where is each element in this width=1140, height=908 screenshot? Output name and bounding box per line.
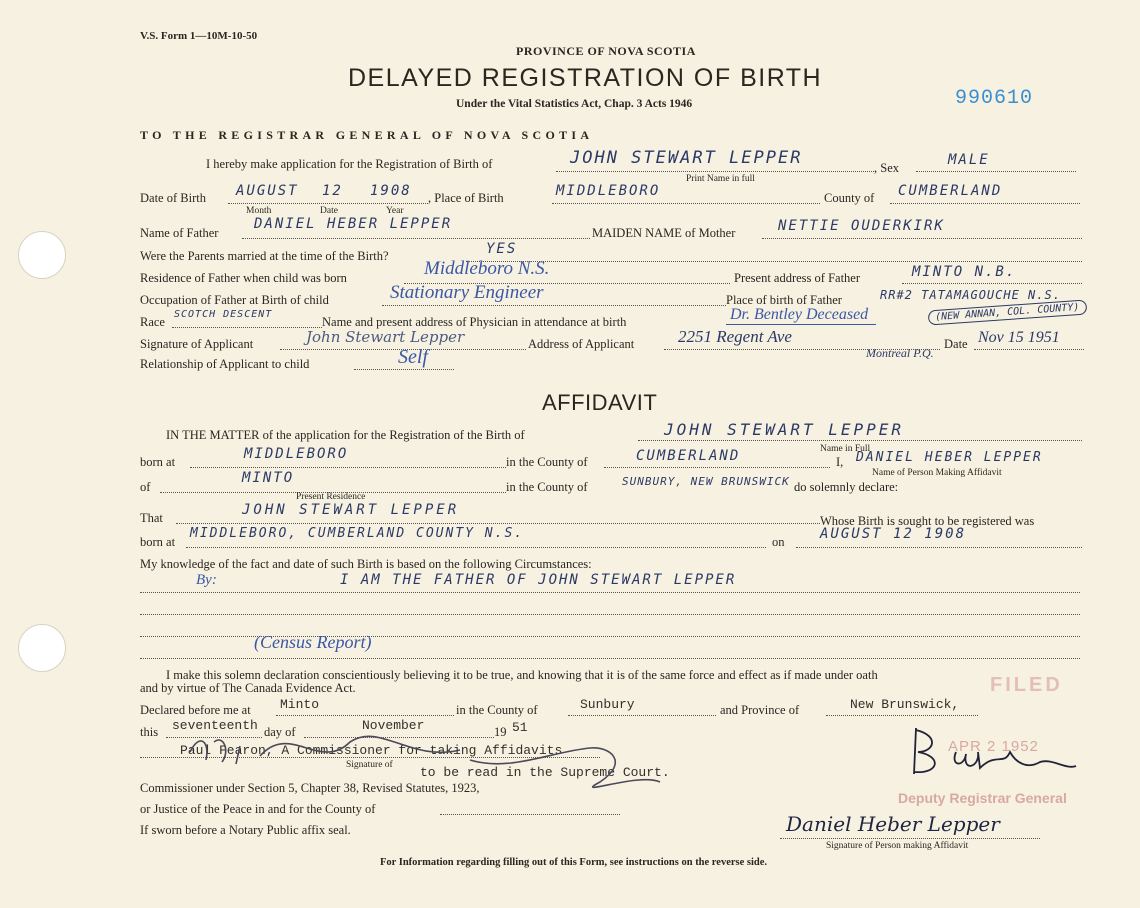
to-registrar-line: TO THE REGISTRAR GENERAL OF NOVA SCOTIA [140, 128, 594, 142]
born-at2-label: born at [140, 535, 176, 549]
that-name-value: JOHN STEWART LEPPER [242, 502, 460, 518]
father-pob-note: (NEW ANNAN, COL. COUNTY) [928, 299, 1087, 325]
application-intro-label: I hereby make application for the Registration of Birth of [206, 157, 493, 171]
applicant-signature: John Stewart Lepper [306, 328, 465, 346]
occupation-label: Occupation of Father at Birth of child [140, 293, 329, 307]
signature-of-hint: Signature of [346, 760, 393, 770]
declared-county-value: Sunbury [580, 697, 635, 712]
father-pob-label: Place of birth of Father [726, 293, 842, 307]
registration-number: 990610 [955, 87, 1034, 110]
married-label: Were the Parents married at the time of the Birth? [140, 249, 389, 263]
dob-date-value: 12 [322, 183, 343, 199]
day-value: seventeenth [172, 718, 258, 733]
declarant-hint: Signature of Person making Affidavit [826, 841, 969, 851]
form-code: V.S. Form 1—10M-10-50 [140, 30, 258, 42]
born-county-value: CUMBERLAND [636, 448, 741, 464]
father-value: DANIEL HEBER LEPPER [254, 216, 453, 232]
date-hint: Date [320, 206, 338, 216]
applicant-address-value: 2251 Regent Ave [678, 327, 792, 346]
binder-hole-bottom [18, 624, 66, 672]
filed-stamp: FILED [990, 674, 1063, 696]
commissioner-under-label: Commissioner under Section 5, Chapter 38, Revised Statutes, 1923, [140, 781, 480, 795]
province-label: and Province of [720, 703, 800, 717]
mother-label: MAIDEN NAME of Mother [592, 226, 736, 240]
knowledge-label: My knowledge of the fact and date of such Birth is based on the following Circumstances: [140, 557, 592, 571]
dob-month-value: AUGUST [236, 183, 299, 199]
commissioner-typed: Paul Fearon, A Commissioner for taking Affidavits [180, 743, 563, 758]
footer-note: For Information regarding filling out of this Form, see instructions on the reverse side. [380, 857, 768, 868]
county-label: County of [824, 191, 875, 205]
declared-place-value: Minto [280, 697, 320, 712]
mother-value: NETTIE OUDERKIRK [778, 218, 945, 234]
name-in-full-hint: Name in Full [820, 444, 871, 454]
dob-year-value: 1908 [370, 183, 412, 199]
person-hint: Name of Person Making Affidavit [872, 468, 1002, 478]
declare-label: do solemnly declare: [794, 480, 899, 494]
declarant-signature: Daniel Heber Lepper [786, 812, 1000, 836]
residence-label: Residence of Father when child was born [140, 271, 347, 285]
declaration-line2: and by virtue of The Canada Evidence Act. [140, 681, 356, 695]
registrar-signature [900, 722, 1080, 782]
day-of-label: day of [264, 725, 296, 739]
occupation-value: Stationary Engineer [390, 282, 544, 303]
declaration-line1: I make this solemn declaration conscientiously believing it to be true, and knowing that it is of the same force and effect as if made under oath [166, 668, 878, 682]
deputy-registrar-stamp: Deputy Registrar General [898, 790, 1067, 806]
census-note: (Census Report) [254, 632, 372, 652]
on-date-value: AUGUST 12 1908 [820, 526, 967, 542]
physician-value: Dr. Bentley Deceased [726, 306, 876, 325]
born-at-label: born at [140, 455, 176, 469]
declared-county-label: in the County of [456, 703, 538, 717]
person-value: DANIEL HEBER LEPPER [856, 450, 1043, 465]
pob-label: , Place of Birth [428, 191, 504, 205]
page-title: DELAYED REGISTRATION OF BIRTH [348, 64, 823, 92]
pob-value: MIDDLEBORO [556, 183, 661, 199]
circumstance-value: I AM THE FATHER OF JOHN STEWART LEPPER [340, 572, 737, 588]
year-hint: Year [386, 206, 404, 216]
father-pob-value: RR#2 TATAMAGOUCHE N.S. [880, 288, 1061, 302]
of-place-value: MINTO [242, 470, 295, 486]
commissioner-typed2: to be read in the Supreme Court. [420, 765, 670, 780]
that-label: That [140, 511, 163, 525]
present-address-value: MINTO N.B. [912, 264, 1017, 280]
binder-hole-top [18, 231, 66, 279]
relationship-label: Relationship of Applicant to child [140, 357, 310, 371]
of-label: of [140, 480, 151, 494]
physician-label: Name and present address of Physician in attendance at birth [322, 315, 627, 329]
province-heading: PROVINCE OF NOVA SCOTIA [516, 44, 696, 58]
county-value: CUMBERLAND [898, 183, 1003, 199]
year-prefix: 19 [494, 725, 507, 739]
dob-label: Date of Birth [140, 191, 206, 205]
affidavit-heading: AFFIDAVIT [542, 390, 658, 415]
race-label: Race [140, 315, 165, 329]
month-hint: Month [246, 206, 272, 216]
sex-value: MALE [948, 152, 990, 168]
child-name-value: JOHN STEWART LEPPER [570, 148, 803, 168]
present-address-label: Present address of Father [734, 271, 861, 285]
born-at-value: MIDDLEBORO [244, 446, 349, 462]
declared-label: Declared before me at [140, 703, 251, 717]
applicant-address-line2: Montreal P.Q. [866, 346, 934, 360]
applicant-address-label: Address of Applicant [528, 337, 635, 351]
relationship-value: Self [398, 346, 428, 368]
month-value: November [362, 718, 425, 733]
this-label: this [140, 725, 159, 739]
i-label: I, [836, 455, 844, 469]
born-at2-value: MIDDLEBORO, CUMBERLAND COUNTY N.S. [190, 526, 525, 541]
date-value: Nov 15 1951 [978, 329, 1060, 346]
print-name-hint: Print Name in full [686, 174, 755, 184]
date-label: Date [944, 337, 968, 351]
stamp-date: APR 2 1952 [948, 738, 1039, 755]
matter-label: IN THE MATTER of the application for the Registration of the Birth of [166, 428, 525, 442]
justice-label: or Justice of the Peace in and for the County of [140, 802, 376, 816]
subtitle: Under the Vital Statistics Act, Chap. 3 Acts 1946 [456, 98, 693, 110]
residence-value: Middleboro N.S. [424, 258, 550, 279]
year-suffix-value: 51 [512, 720, 528, 735]
sex-label: , Sex [874, 161, 899, 175]
applicant-signature-label: Signature of Applicant [140, 337, 254, 351]
province-value: New Brunswick, [850, 697, 960, 712]
res-county-value: SUNBURY, NEW BRUNSWICK [622, 475, 790, 488]
notary-label: If sworn before a Notary Public affix seal. [140, 823, 351, 837]
on-label: on [772, 535, 785, 549]
married-value: YES [486, 241, 518, 257]
circumstance-mark: By: [196, 572, 217, 588]
race-value: SCOTCH DESCENT [174, 309, 273, 320]
born-county-label: in the County of [506, 455, 588, 469]
whose-birth-label: Whose Birth is sought to be registered was [820, 514, 1035, 528]
father-label: Name of Father [140, 226, 219, 240]
res-county-label: in the County of [506, 480, 588, 494]
matter-name-value: JOHN STEWART LEPPER [664, 420, 905, 439]
residence-hint: Present Residence [296, 492, 366, 502]
commissioner-signature [170, 712, 670, 802]
